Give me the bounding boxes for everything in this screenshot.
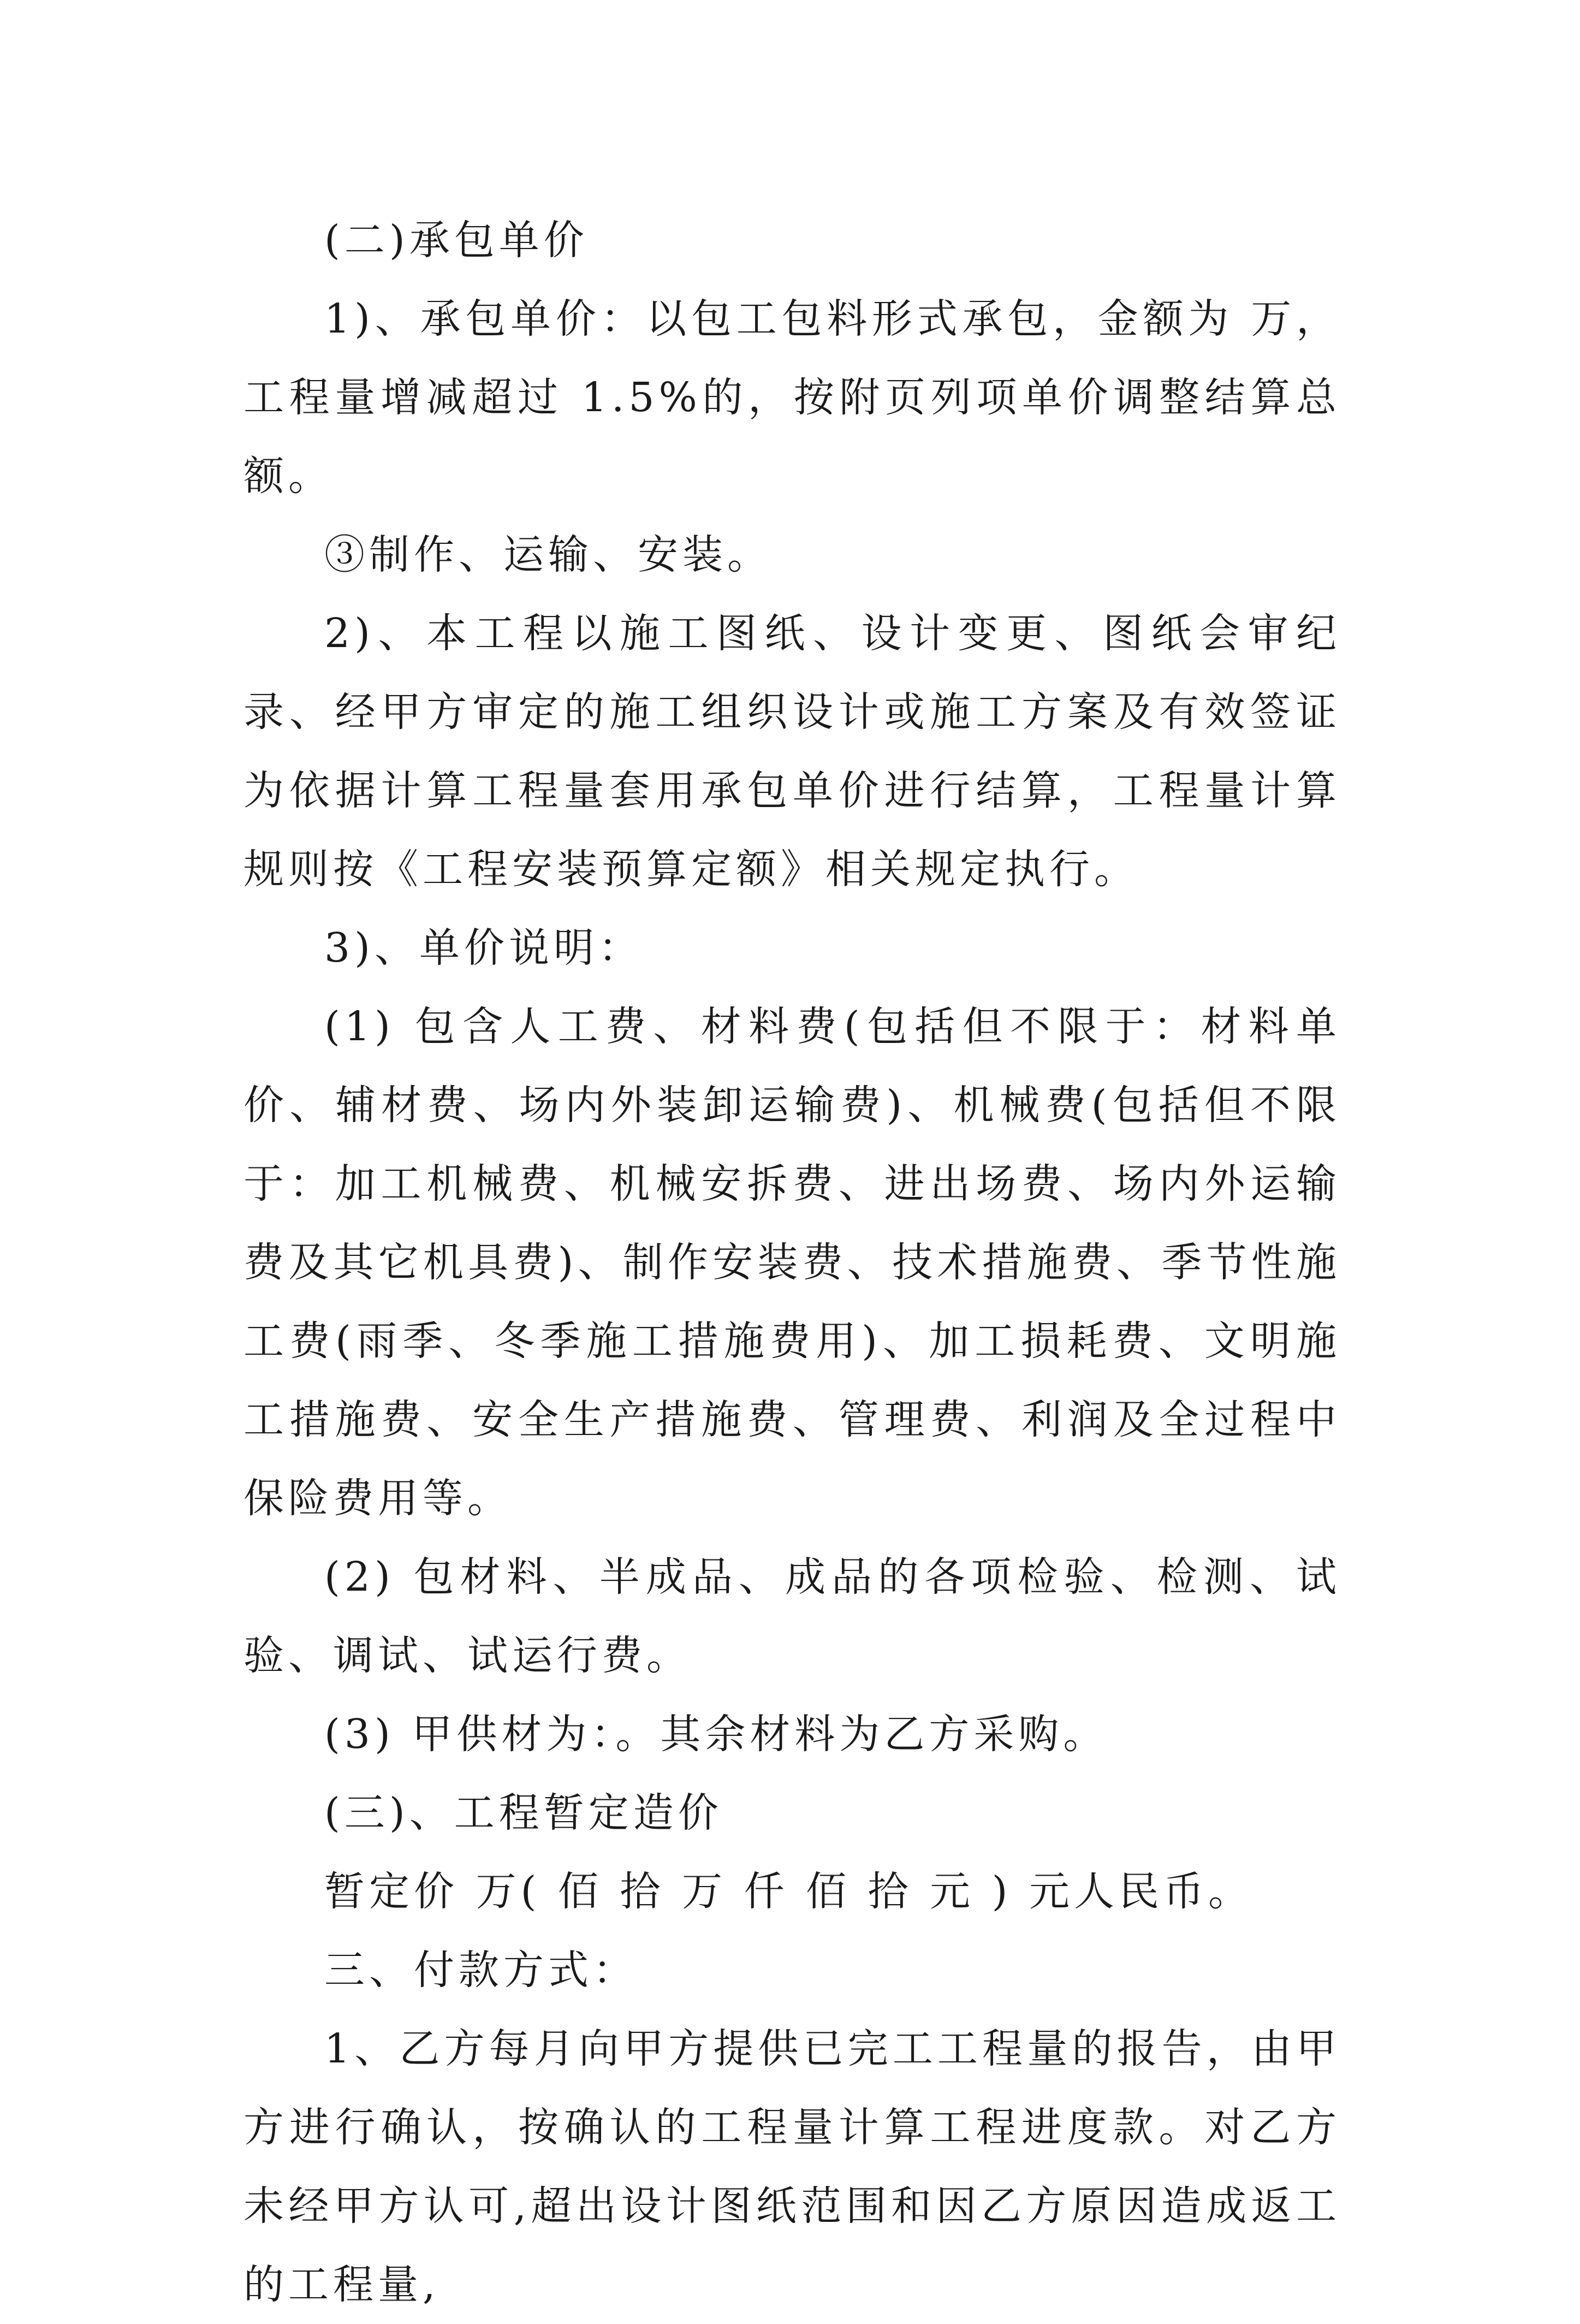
paragraph-provisional-amount: 暂定价 万( 佰 拾 万 仟 佰 拾 元 ) 元人民币。 [324, 1868, 1253, 1915]
paragraph-fabrication-item: ③制作、运输、安装。 [324, 531, 772, 578]
paragraph-settlement-basis: 2)、本工程以施工图纸、设计变更、图纸会审纪录、经甲方审定的施工组织设计或施工方案及有效签证为依据计算工程量套用承包单价进行结算，工程量计算规则按《工程安装预算定额》相关规定执行。 [243, 610, 1341, 893]
section-heading-provisional-cost: (三)、工程暂定造价 [324, 1789, 723, 1836]
paragraph-unit-price-notes-heading: 3)、单价说明： [324, 924, 643, 971]
paragraph-unit-price-clause: 1)、承包单价：以包工包料形式承包，金额为 万，工程量增减超过 1.5%的，按附页列项单价调整结算总额。 [243, 295, 1341, 500]
document-body [243, 201, 1341, 2324]
section-heading-payment-method: 三、付款方式： [324, 1947, 638, 1994]
paragraph-cost-inclusions: (1) 包含人工费、材料费(包括但不限于：材料单价、辅材费、场内外装卸运输费)、机械费(包括但不限于：加工机械费、机械安拆费、进出场费、场内外运输费及其它机具费)、制作安装费、技术措施费、季节性施工费(雨季、冬季施工措施费用)、加工损耗费、文明施工措施费、安全生产措施费、管理费、利润及全过程中保险费用等。 [243, 1003, 1341, 1522]
paragraph-monthly-progress-report: 1、乙方每月向甲方提供已完工工程量的报告，由甲方进行确认，按确认的工程量计算工程进度款。对乙方未经甲方认可,超出设计图纸范围和因乙方原因造成返工的工程量, [243, 2025, 1341, 2308]
section-heading-contract-unit-price: (二)承包单价 [324, 217, 589, 264]
paragraph-inspection-costs: (2) 包材料、半成品、成品的各项检验、检测、试验、调试、试运行费。 [243, 1554, 1341, 1679]
paragraph-owner-supplied-materials: (3) 甲供材为：。其余材料为乙方采购。 [324, 1711, 1108, 1758]
